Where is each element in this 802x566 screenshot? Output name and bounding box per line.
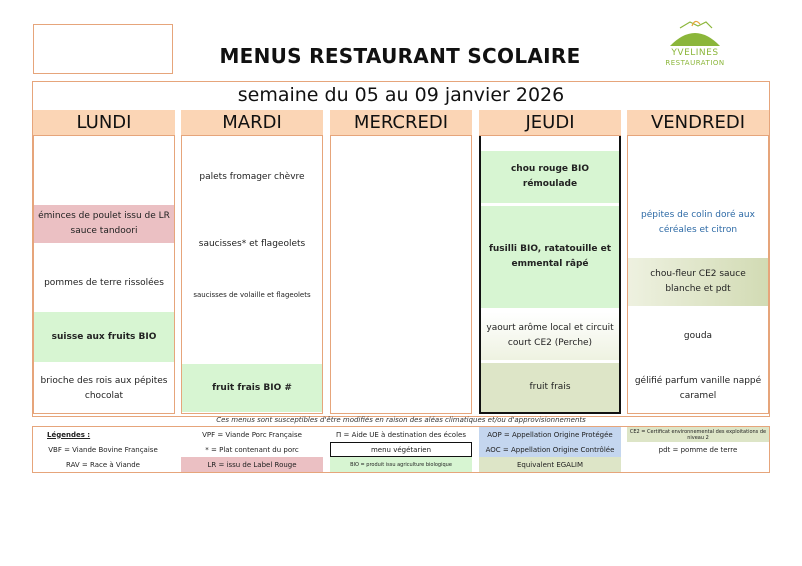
vendredi-dairy: gouda bbox=[683, 330, 713, 341]
legend-rav: RAV = Race à Viande bbox=[66, 460, 140, 469]
legend-vpf: VPF = Viande Porc Française bbox=[202, 430, 302, 439]
day-header-mardi: MARDI bbox=[181, 110, 323, 136]
lundi-dessert: brioche des rois aux pépites chocolat bbox=[40, 376, 168, 401]
disclaimer: Ces menus sont susceptibles d'être modifiés en raison des aléas climatiques et/ou d'approvisionnements bbox=[216, 416, 586, 424]
mardi-starter: palets fromager chèvre bbox=[199, 171, 305, 182]
page-title: MENUS RESTAURANT SCOLAIRE bbox=[219, 44, 581, 68]
legend-egalim: Equivalent EGALIM bbox=[479, 457, 621, 472]
column-mercredi bbox=[330, 110, 472, 414]
logo-text bbox=[640, 48, 750, 68]
vendredi-dessert: gélifié parfum vanille nappé caramel bbox=[634, 376, 762, 401]
jeudi-dessert: fruit frais bbox=[481, 363, 619, 412]
lundi-side: pommes de terre rissolées bbox=[44, 277, 164, 288]
day-header-mercredi: MERCREDI bbox=[330, 110, 472, 136]
lundi-dairy: suisse aux fruits BIO bbox=[34, 312, 174, 362]
vendredi-main: pépites de colin doré aux céréales et citron bbox=[641, 210, 755, 235]
legend-title: Légendes : bbox=[47, 430, 91, 439]
logo-name: YVELINES bbox=[671, 48, 719, 58]
day-header-vendredi: VENDREDI bbox=[627, 110, 769, 136]
week-title: semaine du 05 au 09 janvier 2026 bbox=[237, 84, 565, 106]
legend-aoc: AOC = Appellation Origine Contrôlée bbox=[479, 442, 621, 457]
top-left-box bbox=[33, 24, 173, 74]
mardi-dessert: fruit frais BIO # bbox=[182, 364, 322, 412]
lundi-main: éminces de poulet issu de LR sauce tandoori bbox=[34, 205, 174, 243]
vendredi-side: chou-fleur CE2 sauce blanche et pdt bbox=[628, 258, 768, 306]
legend-pi: Π = Aide UE à destination des écoles bbox=[336, 430, 466, 439]
day-header-jeudi: JEUDI bbox=[479, 110, 621, 136]
legend-ce2: CE2 = Certificat environnemental des exploitations de niveau 2 bbox=[627, 427, 769, 442]
legend-vbf: VBF = Viande Bovine Française bbox=[48, 445, 158, 454]
mardi-alternative: saucisses de volaille et flageolets bbox=[193, 290, 311, 299]
jeudi-dairy: yaourt arôme local et circuit court CE2 (Perche) bbox=[481, 312, 619, 360]
jeudi-main: fusilli BIO, ratatouille et emmental râpé bbox=[481, 206, 619, 308]
mardi-main: saucisses* et flageolets bbox=[198, 238, 306, 249]
logo-sub: RESTAURATION bbox=[665, 59, 725, 67]
legend-porc: * = Plat contenant du porc bbox=[205, 445, 299, 454]
legend-vegetarian: menu végétarien bbox=[330, 442, 472, 457]
legend-aop: AOP = Appellation Origine Protégée bbox=[479, 427, 621, 442]
jeudi-starter: chou rouge BIO rémoulade bbox=[481, 151, 619, 203]
day-header-lundi: LUNDI bbox=[33, 110, 175, 136]
legend-bio: BIO = produit issu agriculture biologique bbox=[330, 457, 472, 472]
legend-lr: LR = issu de Label Rouge bbox=[181, 457, 323, 472]
legend-pdt: pdt = pomme de terre bbox=[658, 445, 738, 454]
